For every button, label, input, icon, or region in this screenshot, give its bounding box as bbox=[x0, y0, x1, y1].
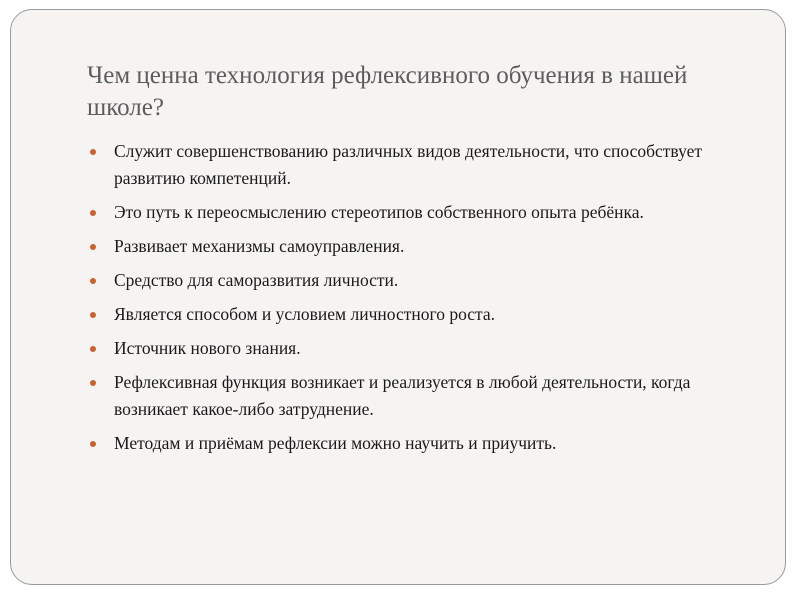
list-item bbox=[87, 138, 767, 192]
bullet-text: Методам и приёмам рефлексии можно научить и приучить. bbox=[114, 433, 557, 453]
bullet-text: Средство для саморазвития личности. bbox=[114, 270, 399, 290]
bullet-dot-icon bbox=[90, 278, 96, 284]
bullet-dot-icon bbox=[90, 149, 96, 155]
bullet-dot-icon bbox=[90, 441, 96, 447]
bullet-text: Служит совершенствованию различных видов деятельности, что способствует развитию компетенций. bbox=[114, 141, 703, 188]
list-item bbox=[87, 369, 767, 423]
list-item bbox=[87, 267, 767, 294]
slide-frame bbox=[10, 9, 786, 585]
bullet-text: Является способом и условием личностного роста. bbox=[114, 304, 496, 324]
bullet-dot-icon bbox=[90, 380, 96, 386]
bullet-text: Рефлексивная функция возникает и реализуется в любой деятельности, когда возникает какое-либо затруднение. bbox=[114, 372, 691, 419]
bullet-dot-icon bbox=[90, 244, 96, 250]
list-item bbox=[87, 233, 767, 260]
list-item bbox=[87, 335, 767, 362]
bullet-dot-icon bbox=[90, 346, 96, 352]
list-item bbox=[87, 199, 767, 226]
bullet-text: Источник нового знания. bbox=[114, 338, 301, 358]
slide-title: Чем ценна технология рефлексивного обучения в нашей школе? bbox=[87, 62, 688, 121]
list-item bbox=[87, 430, 767, 457]
bullet-list bbox=[87, 138, 767, 464]
bullet-dot-icon bbox=[90, 312, 96, 318]
bullet-dot-icon bbox=[90, 210, 96, 216]
bullet-text: Развивает механизмы самоуправления. bbox=[114, 236, 405, 256]
list-item bbox=[87, 301, 767, 328]
bullet-text: Это путь к переосмыслению стереотипов собственного опыта ребёнка. bbox=[114, 202, 644, 222]
